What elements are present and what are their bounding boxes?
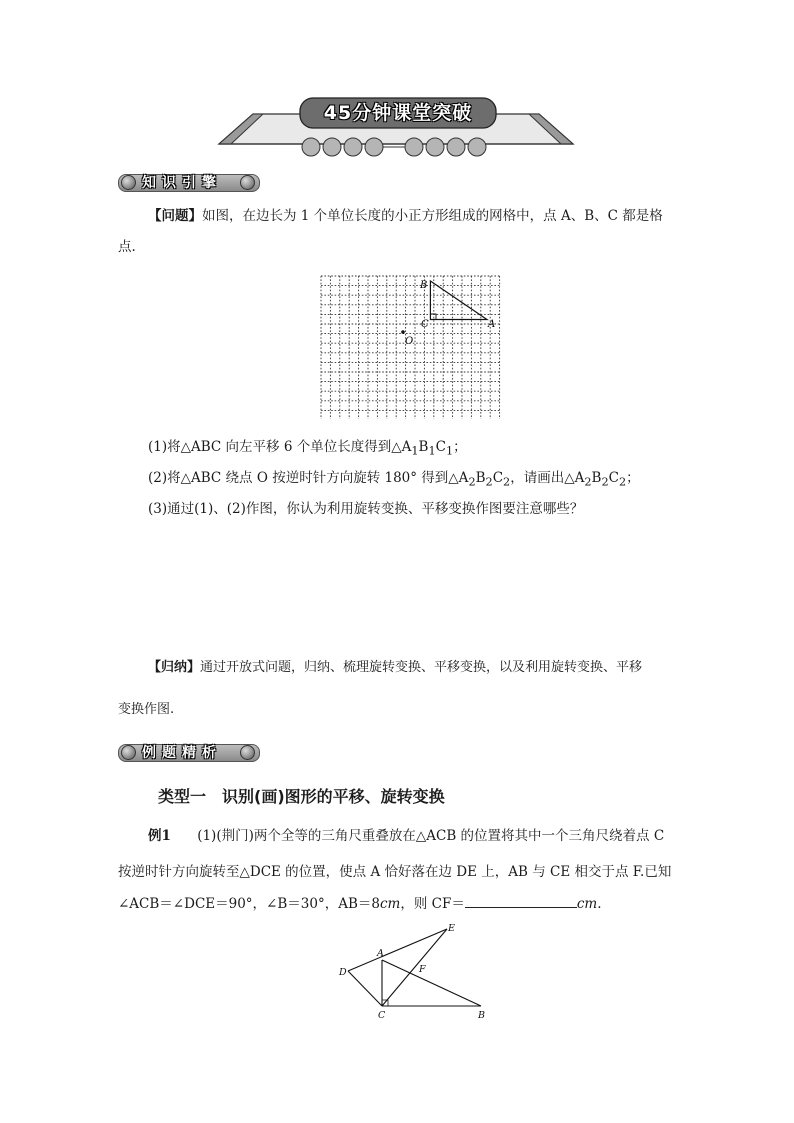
example-1-line-1: 例1 (1)(荆门)两个全等的三角尺重叠放在△ACB 的位置将其中一个三角尺绕着点 C (148, 828, 665, 844)
problem-text: 如图，在边长为 1 个单位长度的小正方形组成的网格中，点 A、B、C 都是格 (202, 208, 663, 224)
example-1-line-3: ∠ACB＝∠DCE＝90°，∠B＝30°，AB＝8cm，则 CF＝ cm. (118, 893, 688, 914)
section-title: 知识引擎 (142, 175, 222, 191)
triangle-figure (335, 922, 495, 1022)
label-b: B (420, 280, 428, 291)
section-title: 例题精析 (142, 745, 222, 761)
label-b: B (478, 1010, 485, 1021)
question-2: (2)将△ABC 绕点 O 按逆时针方向旋转 180° 得到$\triangle A_2B_2C_2$，请画出$\triangle A_2B_2C_2$； (148, 470, 640, 489)
section-heading-knowledge (118, 170, 258, 192)
banner-title: 45分钟课堂突破 (323, 102, 473, 124)
label-c: C (378, 1010, 386, 1021)
label-c: C (421, 319, 429, 330)
example-1-line-2: 按逆时针方向旋转至△DCE 的位置，使点 A 恰好落在边 DE 上，AB 与 CE 相交于点 F.已知 (118, 864, 672, 880)
summary-tag: 【归纳】 (148, 660, 201, 675)
summary-line-2: 变换作图. (118, 702, 175, 717)
problem-tag: 【问题】 (148, 208, 202, 224)
summary-line-1: 【归纳】通过开放式问题，归纳、梳理旋转变换、平移变换，以及利用旋转变换、平移 (148, 660, 643, 675)
grid-figure (318, 273, 504, 419)
question-1: (1)将△ABC 向左平移 6 个单位长度得到$\triangle A_1B_1C_1$； (148, 439, 467, 458)
triangle-abc (430, 281, 487, 320)
question-3: (3)通过(1)、(2)作图，你认为利用旋转变换、平移变换作图要注意哪些？ (148, 501, 584, 517)
label-a: A (377, 948, 384, 959)
type-title: 类型一 识别(画)图形的平移、旋转变换 (158, 787, 445, 806)
problem-line-1 (148, 206, 688, 226)
point-o (401, 330, 405, 334)
label-f: F (419, 964, 426, 975)
problem-line-2: 点. (118, 239, 136, 255)
example-label: 例1 (148, 828, 171, 844)
section-heading-examples (118, 740, 258, 762)
label-a: A (488, 319, 496, 330)
answer-blank[interactable] (465, 893, 577, 908)
label-d: D (339, 967, 347, 978)
label-o: O (405, 336, 414, 347)
label-e: E (448, 923, 455, 934)
